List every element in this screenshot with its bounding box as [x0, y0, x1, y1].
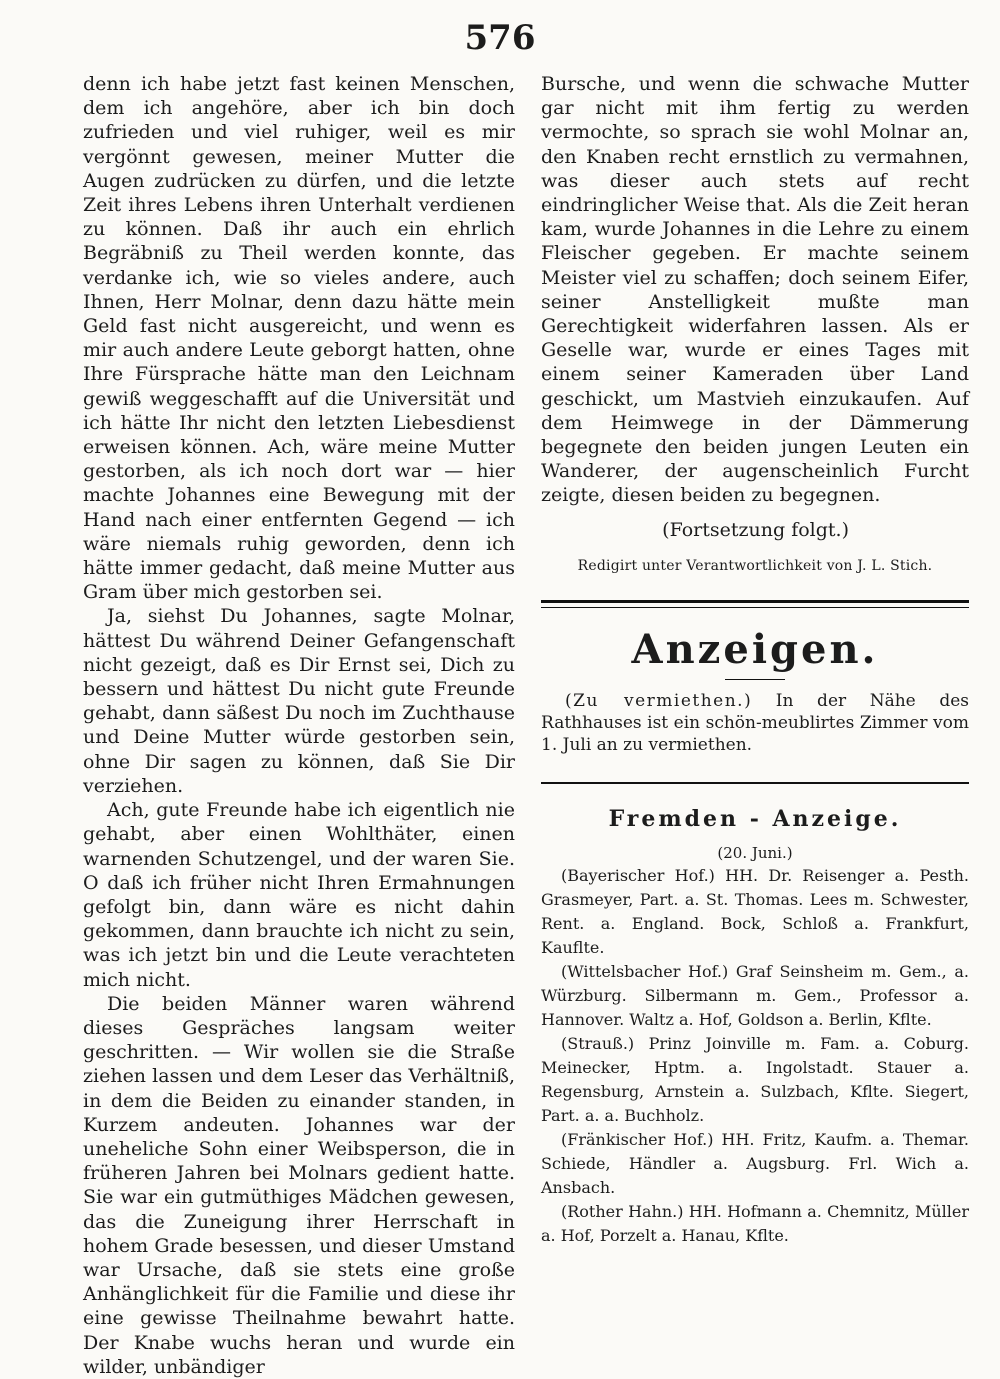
story-paragraph: Die beiden Männer waren während dieses Gespräches langsam weiter geschritten. — Wir wollen sie die Straße ziehen lassen und dem Leser das Verhältniß, in dem die Beiden zu einander standen, in Kurzem andeuten. Johannes war der uneheliche Sohn einer Weibsperson, die in früheren Jahren bei Molnars gedient hatte. Sie war ein gutmüthiges Mädchen gewesen, das die Zuneigung ihrer Herrschaft in hohem Grade besessen, und dieser Umstand war Ursache, daß sie stets eine große Anhänglichkeit für die Familie und diese ihr eine gewisse Theilnahme bewahrt hatte. Der Knabe wuchs heran und wurde ein wilder, unbändiger: [83, 992, 515, 1378]
visitor-entry: (Wittelsbacher Hof.) Graf Seinsheim m. Gem., a. Würzburg. Silbermann m. Gem., Professor a. Hannover. Waltz a. Hof, Goldson a. Berlin, Kflte.: [541, 961, 969, 1029]
ad-title: (Zu vermiethen.): [565, 690, 753, 711]
visitor-entry: (Fränkischer Hof.) HH. Fritz, Kaufm. a. Themar. Schiede, Händler a. Augsburg. Frl. Wich a. Ansbach.: [541, 1129, 969, 1197]
section-divider: [541, 782, 969, 784]
visitor-entry: (Bayerischer Hof.) HH. Dr. Reisenger a. Pesth. Grasmeyer, Part. a. St. Thomas. Lees m. Schwester, Rent. a. England. Bock, Schloß a. Frankfurt, Kaufltе.: [541, 865, 969, 957]
page-number: 576: [464, 18, 536, 58]
visitors-date: (20. Juni.): [717, 843, 793, 862]
right-column: [541, 72, 969, 1248]
left-column: [83, 72, 515, 1379]
visitor-entry: (Strauß.) Prinz Joinville m. Fam. a. Coburg. Meinecker, Hptm. a. Ingolstadt. Stauer a. Regensburg, Arnstein a. Sulzbach, Kflte. Siegert, Part. a. a. Buchholz.: [541, 1033, 969, 1125]
rental-ad: [541, 690, 969, 756]
story-paragraph: denn ich habe jetzt fast keinen Menschen, dem ich angehöre, aber ich bin doch zufrieden und viel ruhiger, weil es mir vergönnt gewesen, meiner Mutter die Augen zudrücken zu dürfen, und die letzte Zeit ihres Lebens ihren Unterhalt verdienen zu können. Daß ihr auch ein ehrlich Begräbniß zu Theil werden konnte, das verdanke ich, wie so vieles andere, auch Ihnen, Herr Molnar, denn dazu hätte mein Geld fast nicht ausgereicht, und wenn es mir auch andere Leute geborgt hatten, ohne Ihre Fürsprache hätte man den Leichnam gewiß weggeschafft auf die Universität und ich hätte Ihr nicht den letzten Liebesdienst erweisen können. Ach, wäre meine Mutter gestorben, als ich noch dort war — hier machte Johannes eine Bewegung mit der Hand nach einer entfernten Gegend — ich wäre niemals ruhig geworden, denn ich hätte immer gedacht, daß meine Mutter aus Gram über mich gestorben sei.: [83, 73, 515, 604]
story-paragraph: Ach, gute Freunde habe ich eigentlich nie gehabt, aber einen Wohlthäter, einen warnenden Schutzengel, und der waren Sie. O daß ich früher nicht Ihren Ermahnungen gefolgt bin, dann wäre es nicht dahin gekommen, dann brauchte ich nicht zu sein, was ich jetzt bin und die Leute verachteten mich nicht.: [83, 799, 515, 991]
continued-note: (Fortsetzung folgt.): [662, 518, 849, 541]
heading-rule: [725, 679, 785, 680]
visitors-heading: Fremden - Anzeige.: [608, 805, 902, 832]
story-paragraph: Bursche, und wenn die schwache Mutter gar nicht mit ihm fertig zu werden vermochte, so sprach sie wohl Molnar an, den Knaben recht ernstlich zu vermahnen, was dieser auch stets auf recht eindringlicher Weise that. Als die Zeit heran kam, wurde Johannes in die Lehre zu einem Fleischer gegeben. Er machte seinem Meister viel zu schaffen; doch seinem Eifer, seiner Anstelligkeit mußte man Gerechtigkeit widerfahren lassen. Als er Geselle war, wurde er eines Tages mit einem seiner Kameraden über Land geschickt, um Mastvieh einzukaufen. Auf dem Heimwege in der Dämmerung begegnete den beiden jungen Leuten ein Wanderer, der augenscheinlich Furcht zeigte, diesen beiden zu begegnen.: [541, 73, 969, 507]
story-paragraph: Ja, siehst Du Johannes, sagte Molnar, hättest Du während Deiner Gefangenschaft nicht gezeigt, daß es Dir Ernst sei, Dich zu bessern und hättest Du nicht gute Freunde gehabt, dann säßest Du noch im Zuchthause und Deine Mutter würde gestorben sein, ohne Dir sagen zu können, daß Sie Dir verziehen.: [83, 605, 515, 797]
ad-body: In der Nähe des Rathhauses ist ein schön-meublirtes Zimmer vom 1. Juli an zu vermiethen.: [541, 690, 969, 755]
ads-heading: Anzeigen.: [631, 625, 879, 673]
section-divider: [541, 600, 969, 608]
visitor-entry: (Rother Hahn.) HH. Hofmann a. Chemnitz, Müller a. Hof, Porzelt a. Hanau, Kflte.: [541, 1201, 969, 1245]
editor-line: Redigirt unter Verantwortlichkeit von J. L. Stich.: [577, 557, 933, 574]
